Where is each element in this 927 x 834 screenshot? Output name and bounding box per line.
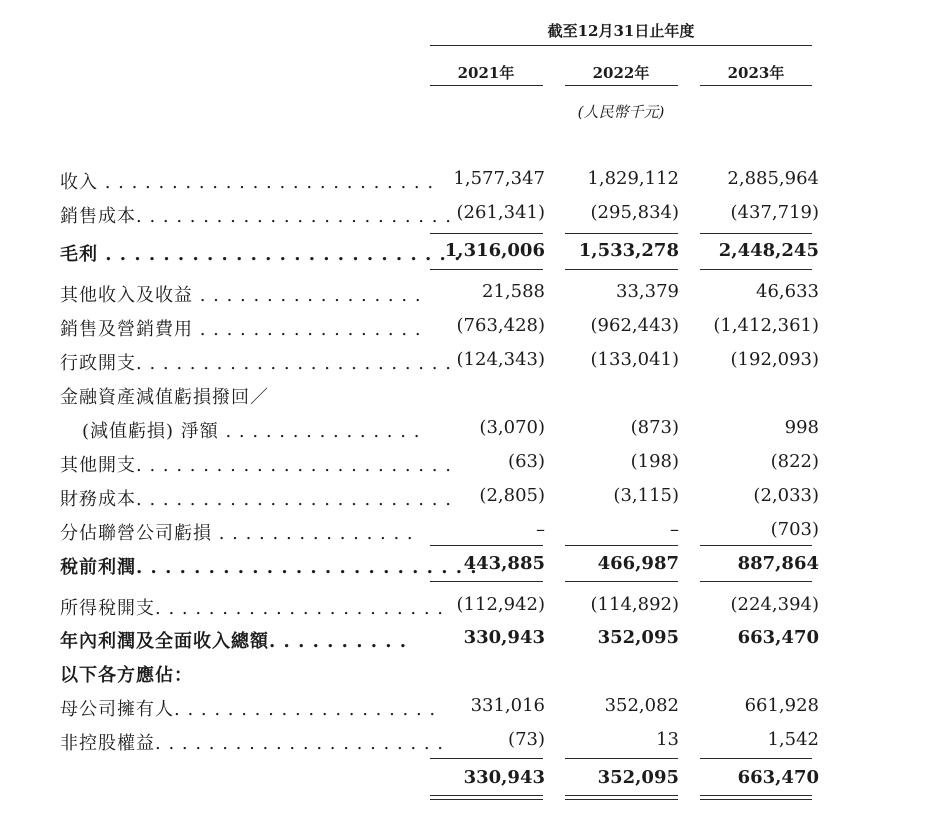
subtotal-rule: [430, 233, 543, 234]
row-value: (1,412,361): [713, 315, 819, 336]
row-value: (437,719): [730, 202, 819, 223]
row-value: 466,987: [597, 553, 679, 574]
subtotal-rule: [700, 581, 812, 582]
row-value: 352,082: [604, 695, 679, 716]
subtotal-rule: [430, 545, 543, 546]
row-label-non-controlling-interests: 非控股權益. . . . . . . . . . . . . . . . . . . . . .: [60, 733, 445, 754]
row-label-impairment-line1: 金融資產減值虧損撥回／: [60, 387, 269, 408]
row-value: 331,016: [470, 695, 545, 716]
row-value: (63): [508, 451, 545, 472]
year-rule-2022: [565, 85, 678, 86]
subtotal-rule: [565, 581, 678, 582]
double-rule: [430, 795, 543, 796]
row-label-attributable-to: 以下各方應佔：: [60, 665, 193, 686]
row-value: (198): [630, 451, 679, 472]
row-value: (763,428): [456, 315, 545, 336]
double-rule: [700, 795, 812, 796]
row-value: 443,885: [463, 553, 545, 574]
row-value: 887,864: [737, 553, 819, 574]
year-2023: 2023年: [727, 64, 785, 82]
row-value: (295,834): [590, 202, 679, 223]
subtotal-rule: [565, 269, 678, 270]
year-2021: 2021年: [457, 64, 515, 82]
row-value: (962,443): [590, 315, 679, 336]
row-value: 330,943: [463, 767, 545, 788]
row-value: 352,095: [597, 627, 679, 648]
year-rule-2023: [700, 85, 812, 86]
row-value: 661,928: [744, 695, 819, 716]
row-value: (124,343): [456, 349, 545, 370]
subtotal-rule: [565, 545, 678, 546]
row-value: (2,805): [479, 485, 545, 506]
row-value: (3,115): [613, 485, 679, 506]
row-value: (822): [770, 451, 819, 472]
row-value: 330,943: [463, 627, 545, 648]
row-value: (3,070): [479, 417, 545, 438]
double-rule: [565, 799, 678, 800]
row-label-owners-of-parent: 母公司擁有人. . . . . . . . . . . . . . . . . . . .: [60, 699, 437, 720]
row-value: 663,470: [737, 767, 819, 788]
row-value: 1,577,347: [453, 168, 545, 189]
row-value: (112,942): [456, 594, 545, 615]
row-value: 1,542: [767, 729, 819, 750]
subtotal-rule: [430, 269, 543, 270]
subtotal-rule: [430, 758, 543, 759]
subtotal-rule: [430, 581, 543, 582]
period-rule: [430, 45, 812, 46]
subtotal-rule: [700, 758, 812, 759]
row-label-cost-of-sales: 銷售成本. . . . . . . . . . . . . . . . . . . . . . . .: [60, 206, 452, 227]
row-label-other-expenses: 其他開支. . . . . . . . . . . . . . . . . . . . . . . .: [60, 455, 452, 476]
row-label-gross-profit: 毛利 . . . . . . . . . . . . . . . . . . . . . . . . .: [60, 244, 462, 265]
row-value: 1,316,006: [444, 240, 545, 261]
row-value: (873): [630, 417, 679, 438]
row-value: 13: [656, 729, 679, 750]
row-value: 33,379: [616, 281, 679, 302]
row-label-share-of-associates: 分佔聯營公司虧損 . . . . . . . . . . . . . . .: [60, 523, 414, 544]
row-value: (2,033): [753, 485, 819, 506]
row-label-income-tax: 所得稅開支. . . . . . . . . . . . . . . . . . . . . .: [60, 598, 445, 619]
row-value: –: [536, 519, 545, 540]
row-value: (114,892): [590, 594, 679, 615]
year-2022: 2022年: [592, 64, 650, 82]
row-value: 352,095: [597, 767, 679, 788]
row-value: 2,448,245: [718, 240, 819, 261]
row-label-profit-before-tax: 稅前利潤. . . . . . . . . . . . . . . . . . . . . . . .: [60, 557, 478, 578]
row-value: 998: [784, 417, 819, 438]
double-rule: [700, 799, 812, 800]
row-value: 1,533,278: [578, 240, 679, 261]
row-value: 21,588: [482, 281, 545, 302]
subtotal-rule: [565, 233, 678, 234]
row-label-selling-expenses: 銷售及營銷費用 . . . . . . . . . . . . . . . . .: [60, 319, 422, 340]
subtotal-rule: [700, 233, 812, 234]
row-label-total-comprehensive-income: 年內利潤及全面收入總額. . . . . . . . . .: [60, 631, 408, 652]
row-value: –: [670, 519, 679, 540]
row-label-impairment-net: (減值虧損) 淨額 . . . . . . . . . . . . . . .: [82, 421, 421, 442]
row-value: (224,394): [730, 594, 819, 615]
row-value: (261,341): [456, 202, 545, 223]
row-value: (703): [770, 519, 819, 540]
row-value: 46,633: [756, 281, 819, 302]
year-rule-2021: [430, 85, 543, 86]
subtotal-rule: [565, 758, 678, 759]
double-rule: [565, 795, 678, 796]
row-label-finance-costs: 財務成本. . . . . . . . . . . . . . . . . . . . . . . .: [60, 489, 452, 510]
row-value: 663,470: [737, 627, 819, 648]
row-label-other-income: 其他收入及收益 . . . . . . . . . . . . . . . . .: [60, 285, 422, 306]
subtotal-rule: [700, 545, 812, 546]
unit-label: (人民幣千元): [577, 103, 665, 121]
row-value: 1,829,112: [587, 168, 679, 189]
row-label-revenue: 收入 . . . . . . . . . . . . . . . . . . . . . . . . .: [60, 172, 435, 193]
row-value: (133,041): [590, 349, 679, 370]
row-value: 2,885,964: [727, 168, 819, 189]
double-rule: [430, 799, 543, 800]
row-value: (192,093): [730, 349, 819, 370]
subtotal-rule: [700, 269, 812, 270]
period-title: 截至12月31日止年度: [547, 22, 695, 40]
row-label-admin-expenses: 行政開支. . . . . . . . . . . . . . . . . . . . . . . .: [60, 353, 452, 374]
row-value: (73): [508, 729, 545, 750]
